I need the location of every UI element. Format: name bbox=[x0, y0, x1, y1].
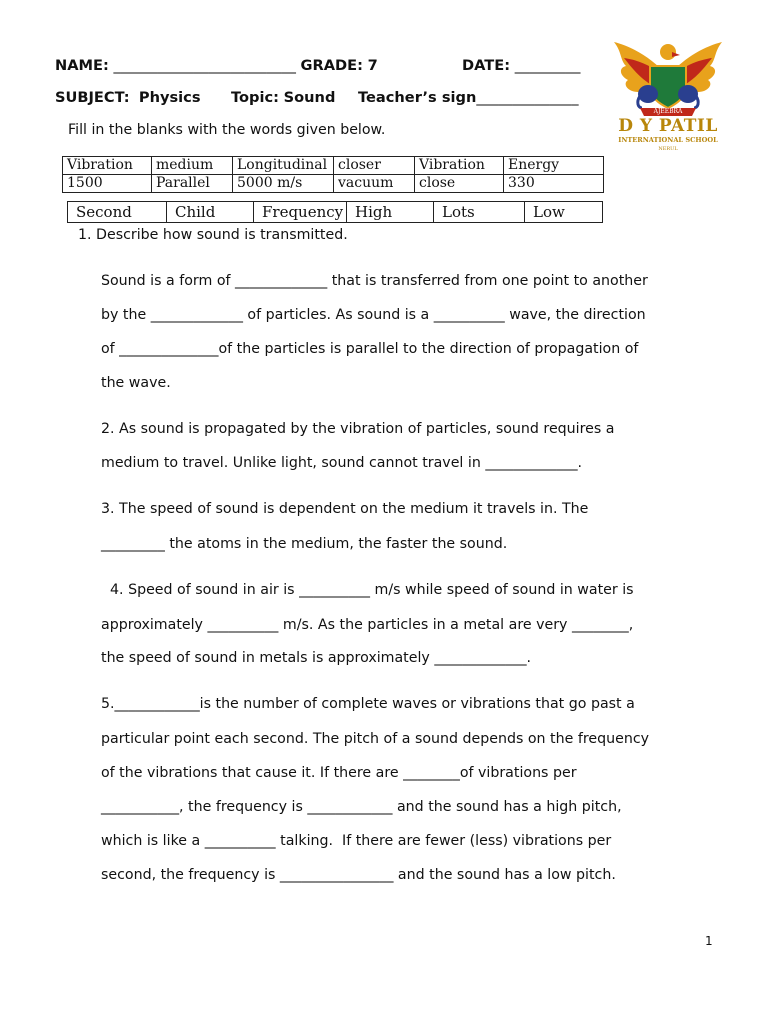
question-5-line: of the vibrations that cause it. If there are ________of vibrations per bbox=[101, 765, 577, 781]
question-4-line: the speed of sound in metals is approximately _____________. bbox=[101, 650, 532, 666]
school-logo bbox=[610, 36, 726, 156]
word-bank-cell: 330 bbox=[504, 175, 604, 193]
word-bank-cell: 5000 m/s bbox=[233, 175, 334, 193]
word-bank-cell: Second bbox=[68, 202, 167, 223]
topic-row bbox=[231, 89, 335, 106]
question-5-line: ___________, the frequency is ____________ and the sound has a high pitch, bbox=[101, 799, 622, 815]
logo-subtitle: INTERNATIONAL SCHOOL bbox=[618, 136, 718, 144]
question-3-line: _________ the atoms in the medium, the faster the sound. bbox=[101, 536, 508, 552]
teacher-sign-blank[interactable]: ______________ bbox=[476, 89, 579, 106]
word-bank-row bbox=[68, 202, 603, 223]
word-bank-cell: Frequency bbox=[254, 202, 347, 223]
word-bank-cell: close bbox=[415, 175, 504, 193]
question-4-line: approximately __________ m/s. As the particles in a metal are very ________, bbox=[101, 617, 634, 633]
word-bank-cell: Child bbox=[167, 202, 254, 223]
teacher-sign-row bbox=[358, 89, 579, 106]
name-row bbox=[55, 57, 378, 74]
word-bank-cell: vacuum bbox=[334, 175, 415, 193]
question-4-line: 4. Speed of sound in air is __________ m/s while speed of sound in water is bbox=[101, 582, 634, 598]
subject-value: Physics bbox=[138, 89, 201, 106]
word-bank-row bbox=[63, 157, 604, 175]
name-blank[interactable]: _________________________ bbox=[113, 57, 296, 74]
word-bank-cell: Low bbox=[525, 202, 603, 223]
question-1-line: by the _____________ of particles. As sound is a __________ wave, the direction bbox=[101, 307, 646, 323]
subject-row bbox=[55, 89, 201, 106]
logo-place: NERUL bbox=[658, 146, 678, 152]
instruction-text: Fill in the blanks with the words given below. bbox=[68, 122, 386, 138]
word-bank-cell: Vibration bbox=[415, 157, 504, 175]
word-bank-cell: Longitudinal bbox=[233, 157, 334, 175]
word-bank-table-2 bbox=[67, 201, 603, 223]
logo-name: D Y PATIL bbox=[618, 116, 718, 136]
name-label: NAME: bbox=[55, 57, 109, 74]
question-1-title: 1. Describe how sound is transmitted. bbox=[78, 227, 348, 243]
logo-ribbon-text: AJEEBRA bbox=[653, 108, 683, 115]
date-row bbox=[462, 57, 580, 74]
word-bank-cell: Vibration bbox=[63, 157, 152, 175]
question-1-line: Sound is a form of _____________ that is transferred from one point to another bbox=[101, 273, 648, 289]
teacher-sign-label: Teacher’s sign bbox=[358, 89, 477, 106]
word-bank-table bbox=[62, 156, 604, 193]
topic-label: Topic: bbox=[231, 89, 279, 106]
question-5-line: particular point each second. The pitch of a sound depends on the frequency bbox=[101, 731, 650, 747]
word-bank-cell: closer bbox=[334, 157, 415, 175]
topic-value: Sound bbox=[283, 89, 336, 106]
question-5-line: second, the frequency is ________________ and the sound has a low pitch. bbox=[101, 867, 616, 883]
word-bank-cell: medium bbox=[152, 157, 233, 175]
question-3-line: 3. The speed of sound is dependent on the medium it travels in. The bbox=[101, 501, 589, 517]
word-bank-cell: Energy bbox=[504, 157, 604, 175]
word-bank-cell: High bbox=[347, 202, 434, 223]
date-label: DATE: bbox=[462, 57, 511, 74]
grade-value: 7 bbox=[367, 57, 378, 74]
word-bank-cell: 1500 bbox=[63, 175, 152, 193]
word-bank-cell: Parallel bbox=[152, 175, 233, 193]
question-5-line: which is like a __________ talking. If there are fewer (less) vibrations per bbox=[101, 833, 612, 849]
question-1-line: of ______________of the particles is parallel to the direction of propagation of bbox=[101, 341, 639, 357]
word-bank-row bbox=[63, 175, 604, 193]
page-number: 1 bbox=[705, 934, 713, 948]
question-2-line: 2. As sound is propagated by the vibration of particles, sound requires a bbox=[101, 421, 615, 437]
question-2-line: medium to travel. Unlike light, sound cannot travel in _____________. bbox=[101, 455, 583, 471]
subject-label: SUBJECT: bbox=[55, 89, 130, 106]
question-1-line: the wave. bbox=[101, 375, 171, 391]
word-bank-cell: Lots bbox=[434, 202, 525, 223]
date-blank[interactable]: _________ bbox=[514, 57, 581, 74]
question-5-line: 5.____________is the number of complete waves or vibrations that go past a bbox=[101, 696, 635, 712]
grade-label: GRADE: bbox=[300, 57, 363, 74]
